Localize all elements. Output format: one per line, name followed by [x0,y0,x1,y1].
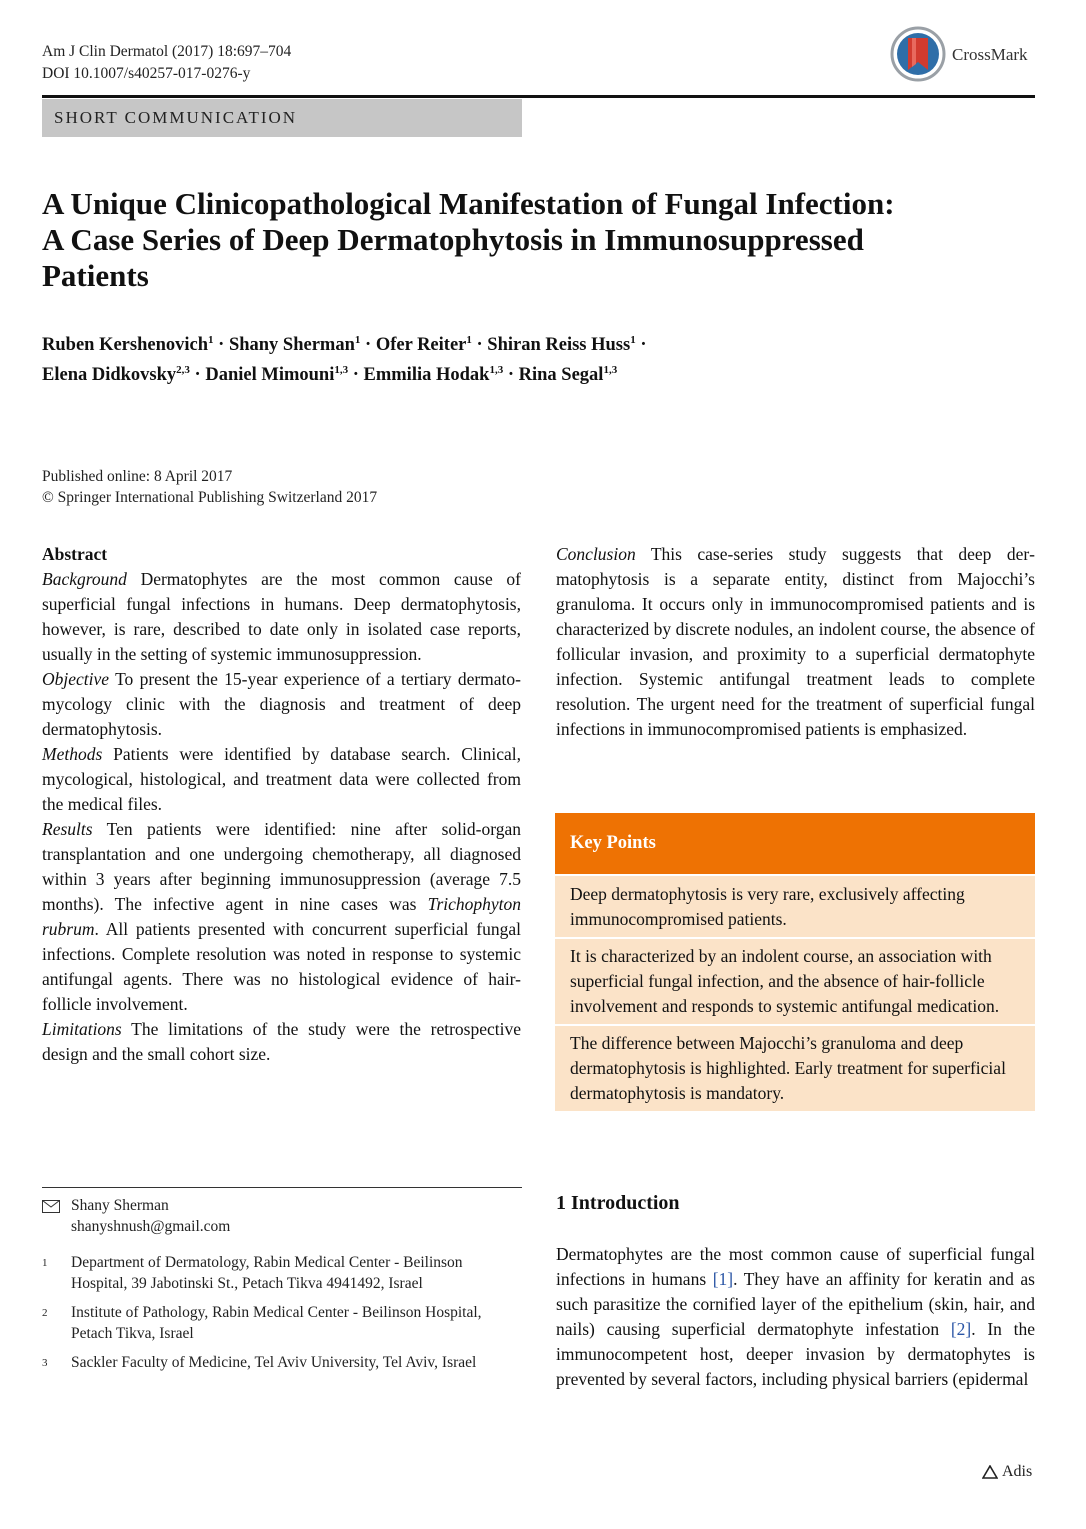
corresponding-author-name: Shany Sherman [71,1197,169,1214]
key-point-item: The difference between Majocchi’s granuloma and deep dermatophytosis is highlighted. Early treatment for superficial dermatophytosis is mandatory. [555,1024,1035,1111]
key-point-item: Deep dermatophytosis is very rare, exclusively affecting immunocompromised patients. [555,874,1035,937]
conclusion-label: Conclusion [556,544,636,564]
objective-label: Objective [42,669,110,689]
affiliation-number: 3 [42,1357,48,1369]
affiliation-text: Department of Dermatology, Rabin Medical Center - Beilinson Hospital, 39 Jabotinski St., Petach Tikva 4941492, Israel [71,1254,463,1292]
affiliation-number: 1 [42,1257,48,1269]
methods-label: Methods [42,744,103,764]
crossmark-label: CrossMark [952,45,1028,64]
author-name[interactable]: Ofer Reiter [375,335,467,356]
author-name[interactable]: Elena Didkovsky [42,365,177,386]
author-name[interactable]: Rina Segal [518,365,604,386]
abstract-methods [42,742,521,817]
crossmark-logo-icon [890,26,946,82]
crossmark-badge[interactable] [890,26,1040,82]
limitations-label: Limitations [42,1019,122,1039]
abstract-right-column [556,542,1035,742]
results-text: Ten patients were identified: nine after solid-organ transplantation and one undergoing chemotherapy, all diagnosed within 3 years after beginning immunosuppression (average 7.5 months). The infective agent in nine cases was [42,819,521,914]
abstract-limitations [42,1017,521,1067]
abstract-results [42,817,521,1017]
affiliation-number: 2 [42,1307,48,1319]
author-separator: · [194,365,201,386]
key-points-heading: Key Points [555,813,1035,874]
author-separator: · [507,365,514,386]
affiliation-item [42,1303,522,1344]
citation-link[interactable]: [2] [950,1319,972,1339]
methods-text: Patients were identified by database search. Clinical, mycological, histological, and treatment data were collected from the medical files. [42,744,522,814]
journal-line: Am J Clin Dermatol (2017) 18:697–704 [42,43,292,60]
copyright-line: © Springer International Publishing Switzerland 2017 [42,489,378,506]
published-date: Published online: 8 April 2017 [42,468,233,485]
key-points-box [555,813,1035,1111]
correspondence [42,1196,522,1237]
abstract-background [42,567,521,667]
author-separator: · [640,335,647,356]
article-title [42,186,1002,294]
intro-text-part: Dermatophytes are the most common cause of superficial fungal infections in humans [556,1244,1035,1289]
publication-info [42,466,377,508]
affiliation-item [42,1353,522,1374]
publisher-name: Adis [1002,1463,1033,1480]
article-type-badge: SHORT COMMUNICATION [42,99,522,137]
author-line-2 [42,358,1002,388]
author-affiliation: 1,3 [603,364,618,377]
results-label: Results [42,819,93,839]
doi-line[interactable]: DOI 10.1007/s40257-017-0276-y [42,65,251,82]
abstract-objective [42,667,521,742]
author-affiliation: 1 [630,334,636,346]
author-separator: · [352,365,359,386]
author-affiliation: 1 [354,334,361,346]
author-name[interactable]: Ruben Kershenovich [42,335,209,356]
abstract-conclusion [556,542,1035,742]
author-name[interactable]: Daniel Mimouni [205,365,335,386]
introduction-text [556,1242,1035,1392]
title-line-3: Patients [42,258,149,293]
author-name[interactable]: Shiran Reiss Huss [487,335,631,356]
author-separator: · [218,335,225,356]
publisher-logo [982,1463,1032,1481]
adis-triangle-icon [982,1465,998,1479]
author-affiliation: 2,3 [176,364,190,377]
affiliation-text: Institute of Pathology, Rabin Medical Center - Beilinson Hospital, Petach Tikva, Israel [71,1304,482,1342]
background-text: Dermatophytes are the most common cause of superficial fungal infections in humans. Deep dermatophytosis, however, is rare, described to date only in isolated case reports, usually in the setting of systemic immunosuppression. [42,569,522,664]
footnotes [42,1196,522,1383]
citation-link[interactable]: [1] [712,1269,734,1289]
abstract-heading: Abstract [42,544,108,564]
header-rule [42,95,1035,98]
intro-text-part: . In the immunocompetent host, deeper invasion by dermatophytes is prevented by several factors, including physical barriers (epidermal [556,1319,1035,1389]
author-affiliation: 1 [466,334,472,346]
introduction-heading: 1 Introduction [556,1192,680,1214]
affiliation-item [42,1253,522,1294]
footnote-divider [42,1187,522,1188]
key-point-item: It is characterized by an indolent course, an association with superficial fungal infection, and the absence of hair-follicle involvement and responds to systemic antifungal medication. [555,937,1035,1024]
author-name[interactable]: Shany Sherman [228,335,355,356]
author-list [42,328,1002,388]
title-line-1: A Unique Clinicopathological Manifestation of Fungal Infection: [42,186,895,221]
affiliation-text: Sackler Faculty of Medicine, Tel Aviv University, Tel Aviv, Israel [71,1354,477,1371]
author-separator: · [476,335,483,356]
conclusion-text: This case-series study suggests that deep dermatophytosis is a separate entity, distinct from Majocchi’s granuloma. It occurs only in immunocompromised patients and is characterized by discrete nodules, an indolent course, the absence of follicular invasion, and proximity to a superficial dermatophyte infection. Systemic antifungal treatment leads to complete resolution. The urgent need for the treatment of superficial fungal infections in immunocompromised patients is emphasized. [556,544,1035,739]
corresponding-author-email[interactable]: shanyshnush@gmail.com [71,1217,231,1235]
author-name[interactable]: Emmilia Hodak [363,365,490,386]
author-separator: · [365,335,372,356]
journal-citation [42,41,291,85]
author-affiliation: 1,3 [334,364,349,377]
abstract-left-column [42,542,521,1067]
results-text-continued: . All patients presented with concurrent superficial fungal infections. Complete resolution was noted in response to systemic antifungal agents. There was no histological evidence of hair-follicle involvement. [42,919,521,1014]
author-line-1 [42,328,1002,358]
objective-text: To present the 15-year experience of a tertiary dermato-mycology clinic with the diagnosis and treatment of deep dermatophytosis. [42,669,522,739]
results-species: Trichophyton rubrum [42,894,522,939]
title-line-2: A Case Series of Deep Dermatophytosis in Immunosuppressed [42,222,864,257]
author-affiliation: 1,3 [489,364,504,377]
background-label: Background [42,569,127,589]
limitations-text: The limitations of the study were the retrospective design and the small cohort size. [42,1019,521,1064]
author-affiliation: 1 [208,334,214,346]
envelope-icon [42,1196,71,1237]
intro-text-part: . They have an affinity for keratin and as such parasitize the cornified layer of the epithelium (skin, hair, and nails) causing superficial dermatophyte infestation [556,1269,1035,1339]
